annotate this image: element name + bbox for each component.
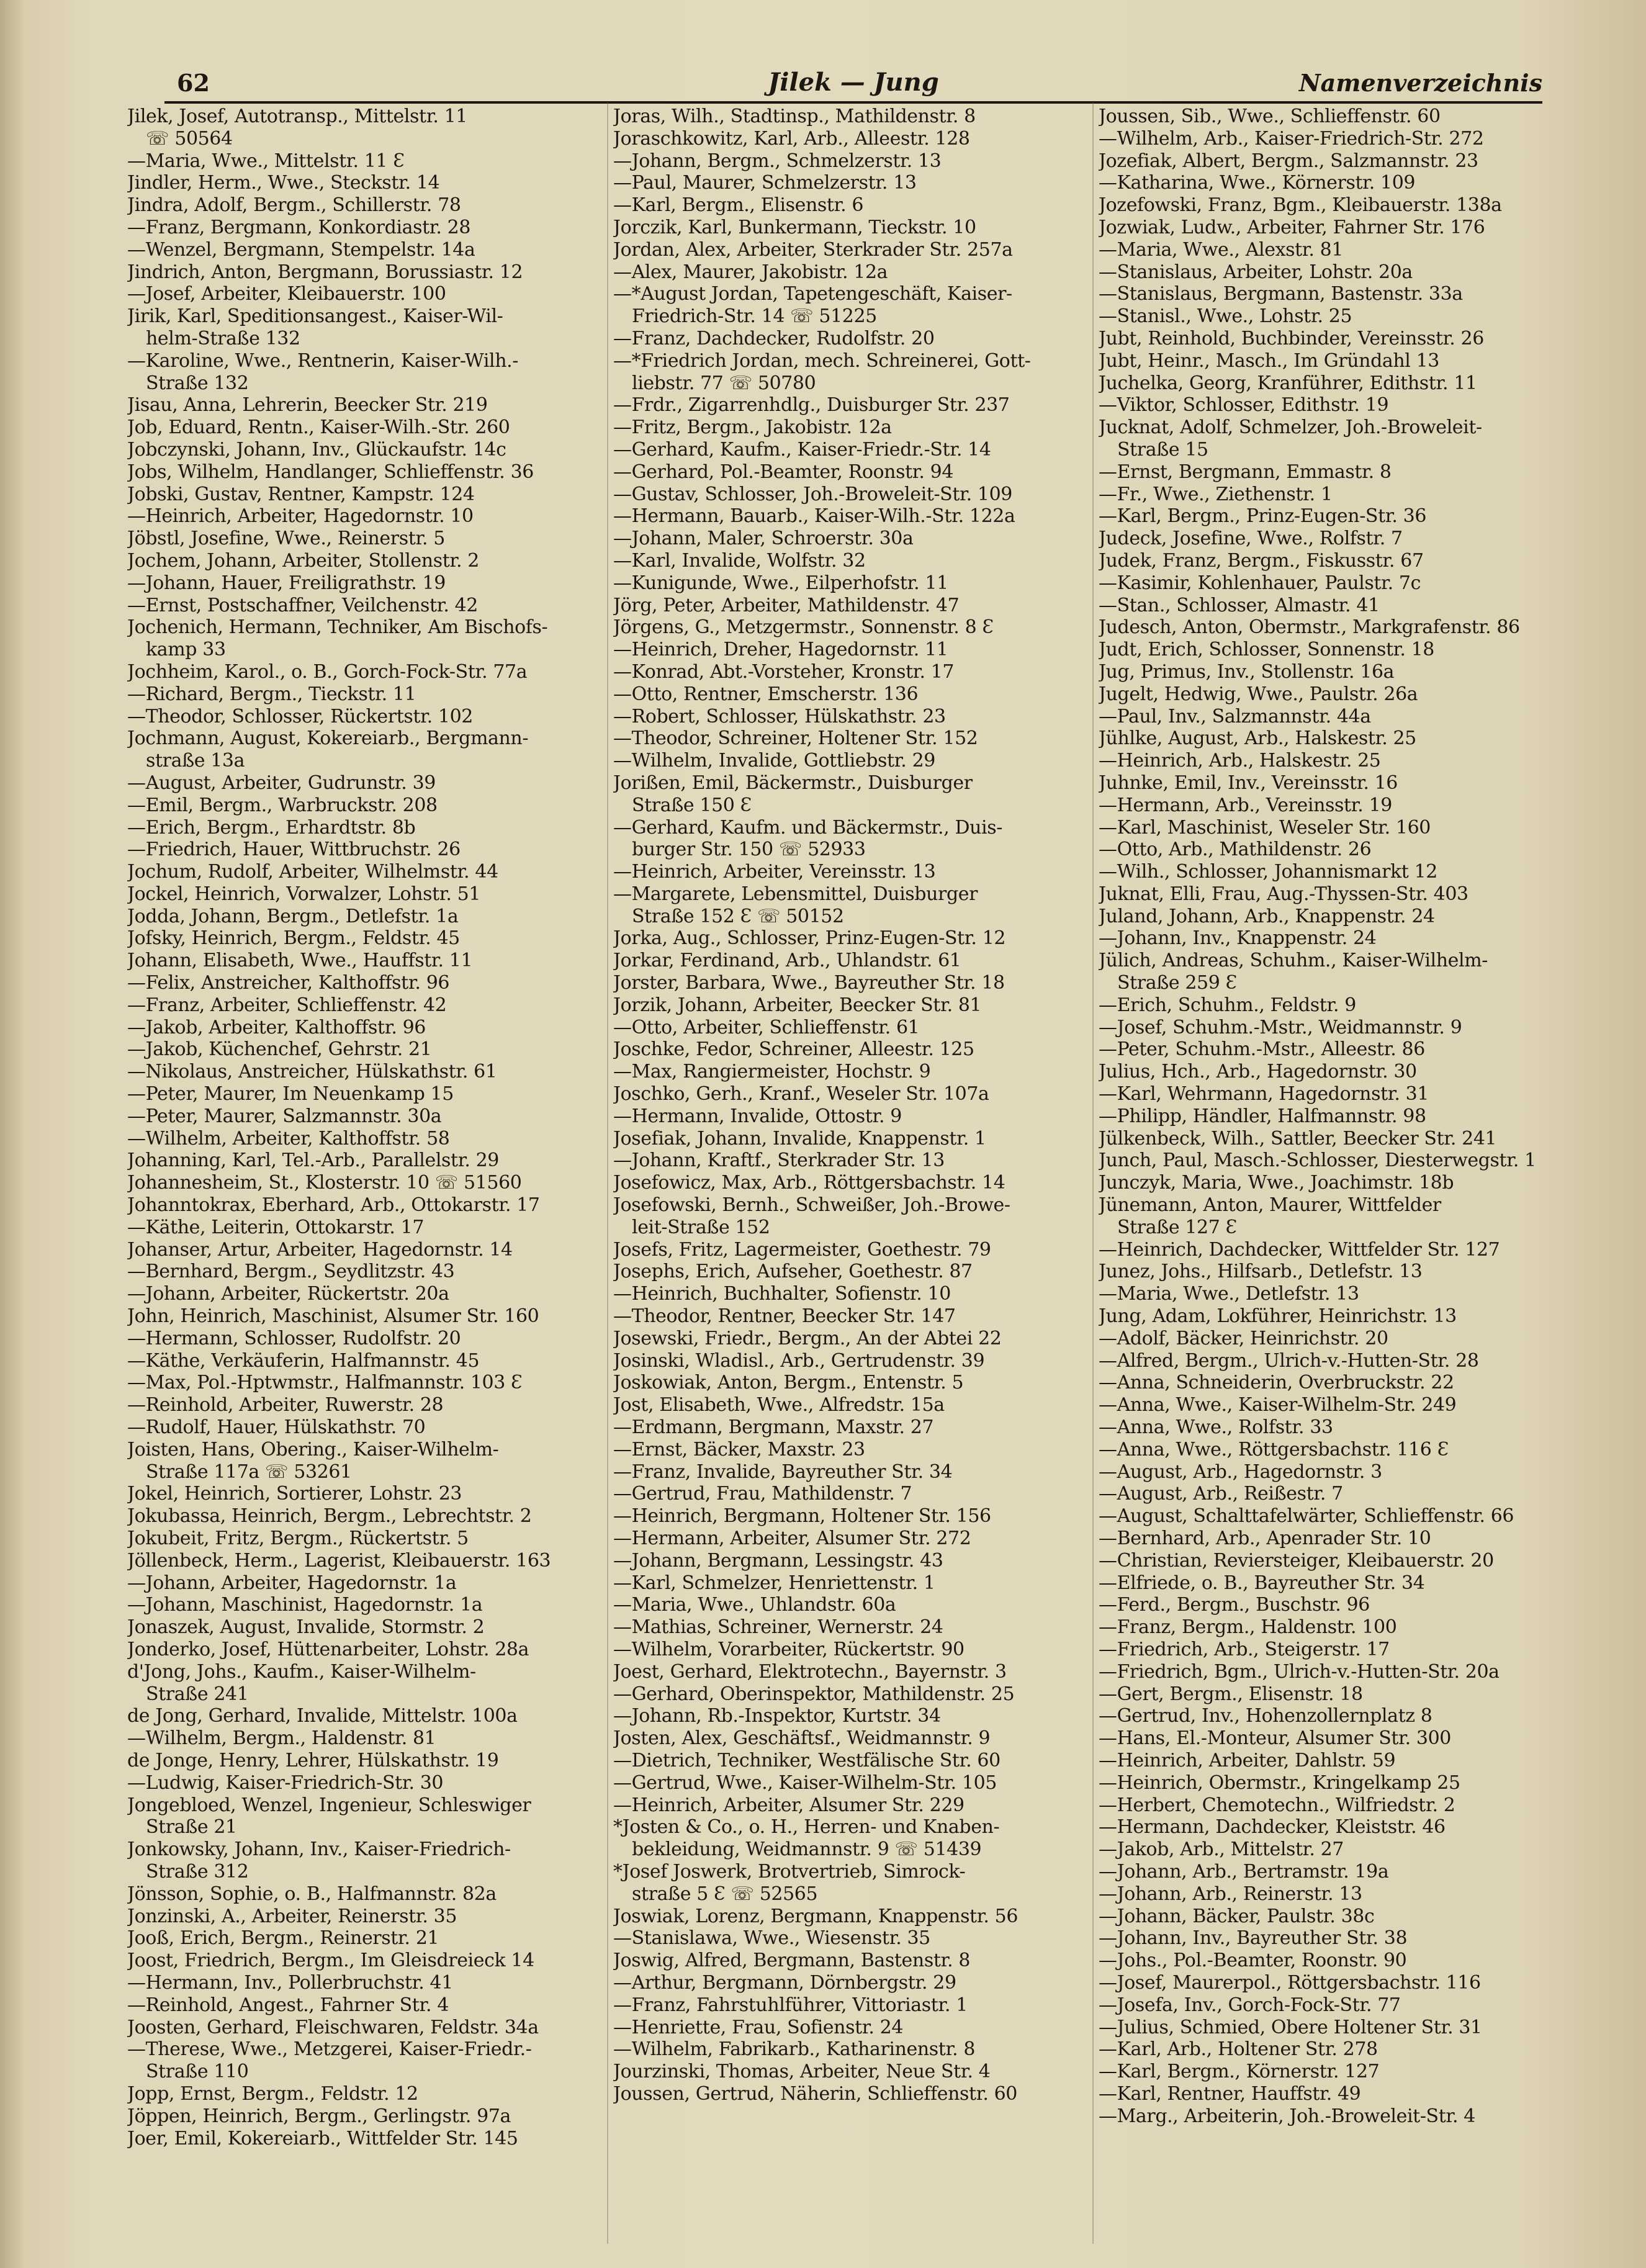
directory-entry: —Johann, Maler, Schroerstr. 30a xyxy=(613,528,914,550)
directory-entry: —Hermann, Arbeiter, Alsumer Str. 272 xyxy=(613,1528,971,1549)
directory-entry: Straße 241 xyxy=(146,1683,249,1705)
directory-entry: —Franz, Dachdecker, Rudolfstr. 20 xyxy=(613,327,935,349)
directory-entry: Jonzinski, A., Arbeiter, Reinerstr. 35 xyxy=(127,1905,457,1927)
directory-entry: —Hermann, Arb., Vereinsstr. 19 xyxy=(1099,794,1392,816)
directory-entry: Jorkar, Ferdinand, Arb., Uhlandstr. 61 xyxy=(613,950,961,972)
directory-entry: Josewski, Friedr., Bergm., An der Abtei 22 xyxy=(613,1327,1002,1349)
directory-entry: —Wilhelm, Bergm., Haldenstr. 81 xyxy=(127,1727,436,1750)
directory-entry: Jubt, Reinhold, Buchbinder, Vereinsstr. 26 xyxy=(1099,327,1484,349)
directory-entry: —Johs., Pol.-Beamter, Roonstr. 90 xyxy=(1099,1950,1407,1972)
directory-entry: —Bernhard, Bergm., Seydlitzstr. 43 xyxy=(127,1261,455,1283)
directory-entry: Jindra, Adolf, Bergm., Schillerstr. 78 xyxy=(127,194,461,217)
directory-entry: —Fritz, Bergm., Jakobistr. 12a xyxy=(613,416,892,439)
directory-entry: —Karoline, Wwe., Rentnerin, Kaiser-Wilh.- xyxy=(127,349,519,372)
directory-entry: —Heinrich, Arbeiter, Vereinsstr. 13 xyxy=(613,861,936,883)
directory-entry: Jilek, Josef, Autotransp., Mittelstr. 11 xyxy=(127,106,467,127)
directory-entry: —Robert, Schlosser, Hülskathstr. 23 xyxy=(613,705,946,727)
directory-entry: —Herbert, Chemotechn., Wilfriedstr. 2 xyxy=(1099,1794,1455,1816)
directory-entry: —Frdr., Zigarrenhdlg., Duisburger Str. 237 xyxy=(613,394,1010,416)
directory-entry: —Karl, Rentner, Hauffstr. 49 xyxy=(1099,2082,1361,2105)
directory-entry: Jindler, Herm., Wwe., Steckstr. 14 xyxy=(127,172,440,194)
directory-entry: —Nikolaus, Anstreicher, Hülskathstr. 61 xyxy=(127,1061,497,1083)
directory-entry: —Franz, Invalide, Bayreuther Str. 34 xyxy=(613,1460,953,1483)
directory-entry: Jopp, Ernst, Bergm., Feldstr. 12 xyxy=(127,2082,418,2105)
directory-entry: —Wilhelm, Fabrikarb., Katharinenstr. 8 xyxy=(613,2038,976,2061)
page-number: 62 xyxy=(177,69,210,97)
directory-entry: Jozefiak, Albert, Bergm., Salzmannstr. 23 xyxy=(1099,150,1478,172)
directory-entry: —Heinrich, Dreher, Hagedornstr. 11 xyxy=(613,639,948,661)
directory-entry: —Theodor, Schreiner, Holtener Str. 152 xyxy=(613,727,978,750)
directory-entry: Josten, Alex, Geschäftsf., Weidmannstr. 9 xyxy=(613,1727,991,1750)
directory-entry: —Wilh., Schlosser, Johannismarkt 12 xyxy=(1099,861,1437,883)
directory-entry: Jöllenbeck, Herm., Lagerist, Kleibauerstr. 163 xyxy=(127,1549,551,1572)
directory-entry: Jug, Primus, Inv., Stollenstr. 16a xyxy=(1099,660,1395,683)
directory-entry: —Anna, Wwe., Kaiser-Wilhelm-Str. 249 xyxy=(1099,1394,1457,1416)
directory-entry: Johanning, Karl, Tel.-Arb., Parallelstr. 29 xyxy=(127,1150,499,1172)
directory-entry: —Karl, Schmelzer, Henriettenstr. 1 xyxy=(613,1572,935,1594)
directory-entry: —Theodor, Rentner, Beecker Str. 147 xyxy=(613,1305,956,1328)
directory-entry: —Maria, Wwe., Detlefstr. 13 xyxy=(1099,1283,1359,1305)
directory-entry: —Henriette, Frau, Sofienstr. 24 xyxy=(613,2016,904,2038)
directory-entry: —Richard, Bergm., Tieckstr. 11 xyxy=(127,683,416,705)
directory-entry: Joisten, Hans, Obering., Kaiser-Wilhelm- xyxy=(127,1438,499,1460)
directory-entry: —Heinrich, Arbeiter, Alsumer Str. 229 xyxy=(613,1794,965,1816)
directory-entry: —Karl, Bergm., Prinz-Eugen-Str. 36 xyxy=(1099,505,1427,528)
column-3 xyxy=(1099,106,1565,2241)
directory-entry: —Margarete, Lebensmittel, Duisburger xyxy=(613,883,978,905)
directory-entry: —Therese, Wwe., Metzgerei, Kaiser-Friedr.- xyxy=(127,2038,532,2061)
directory-entry: —Josef, Maurerpol., Röttgersbachstr. 116 xyxy=(1099,1971,1481,1994)
directory-entry: Josefowicz, Max, Arb., Röttgersbachstr. 14 xyxy=(613,1172,1005,1194)
directory-entry: —Max, Rangiermeister, Hochstr. 9 xyxy=(613,1061,931,1083)
directory-entry: —Heinrich, Buchhalter, Sofienstr. 10 xyxy=(613,1283,951,1305)
directory-entry: Johanser, Artur, Arbeiter, Hagedornstr. 14 xyxy=(127,1238,513,1261)
directory-entry: —Stanislawa, Wwe., Wiesenstr. 35 xyxy=(613,1927,930,1950)
directory-entry: —Hermann, Bauarb., Kaiser-Wilh.-Str. 122a xyxy=(613,505,1015,528)
directory-entry: —Karl, Invalide, Wolfstr. 32 xyxy=(613,549,866,572)
directory-entry: —Karl, Wehrmann, Hagedornstr. 31 xyxy=(1099,1083,1429,1105)
directory-entry: —Reinhold, Angest., Fahrner Str. 4 xyxy=(127,1994,449,2016)
directory-entry: —Heinrich, Obermstr., Kringelkamp 25 xyxy=(1099,1771,1460,1794)
directory-entry: —Stanislaus, Bergmann, Bastenstr. 33a xyxy=(1099,283,1463,305)
directory-entry: —Anna, Wwe., Rolfstr. 33 xyxy=(1099,1416,1333,1439)
directory-entry: Jugelt, Hedwig, Wwe., Paulstr. 26a xyxy=(1099,683,1418,705)
directory-entry: Jülich, Andreas, Schuhm., Kaiser-Wilhelm- xyxy=(1099,950,1488,972)
directory-entry: —Otto, Arb., Mathildenstr. 26 xyxy=(1099,839,1372,861)
directory-entry: —Franz, Bergmann, Konkordiastr. 28 xyxy=(127,216,471,238)
directory-entry: —Dietrich, Techniker, Westfälische Str. 60 xyxy=(613,1749,1001,1771)
directory-entry: —Johann, Inv., Knappenstr. 24 xyxy=(1099,927,1377,950)
directory-entry: —Stanisl., Wwe., Lohstr. 25 xyxy=(1099,305,1352,328)
directory-entry: Jochum, Rudolf, Arbeiter, Wilhelmstr. 44 xyxy=(127,861,498,883)
directory-entry: Jöbstl, Josefine, Wwe., Reinerstr. 5 xyxy=(127,528,445,550)
directory-entry: Jokel, Heinrich, Sortierer, Lohstr. 23 xyxy=(127,1483,462,1505)
directory-entry: Joer, Emil, Kokereiarb., Wittfelder Str. 145 xyxy=(127,2127,518,2149)
directory-entry: kamp 33 xyxy=(146,639,226,661)
directory-entry: Jonaszek, August, Invalide, Stormstr. 2 xyxy=(127,1616,485,1639)
directory-entry: Straße 15 xyxy=(1117,438,1208,461)
directory-entry: Straße 110 xyxy=(146,2061,249,2083)
directory-entry: —Jakob, Arb., Mittelstr. 27 xyxy=(1099,1838,1344,1861)
directory-entry: Joschko, Gerh., Kranf., Weseler Str. 107a xyxy=(613,1083,989,1105)
directory-entry: Jordan, Alex, Arbeiter, Sterkrader Str. 257a xyxy=(613,238,1013,261)
directory-entry: Jucknat, Adolf, Schmelzer, Joh.-Broweleit- xyxy=(1099,416,1482,439)
directory-entry: —Hermann, Schlosser, Rudolfstr. 20 xyxy=(127,1327,461,1349)
directory-entry: —Johann, Bäcker, Paulstr. 38c xyxy=(1099,1905,1375,1927)
directory-entry: Joost, Friedrich, Bergm., Im Gleisdreieck 14 xyxy=(127,1950,534,1972)
directory-entry: —Käthe, Verkäuferin, Halfmannstr. 45 xyxy=(127,1349,480,1372)
directory-entry: Josinski, Wladisl., Arb., Gertrudenstr. 39 xyxy=(613,1349,985,1372)
directory-entry: —Emil, Bergm., Warbruckstr. 208 xyxy=(127,794,438,816)
directory-entry: Joswig, Alfred, Bergmann, Bastenstr. 8 xyxy=(613,1950,971,1972)
directory-entry: Jochem, Johann, Arbeiter, Stollenstr. 2 xyxy=(127,549,479,572)
directory-entry: —Heinrich, Dachdecker, Wittfelder Str. 127 xyxy=(1099,1238,1500,1261)
directory-entry: leit-Straße 152 xyxy=(632,1216,770,1238)
directory-entry: —Johann, Arbeiter, Rückertstr. 20a xyxy=(127,1283,449,1305)
column-2 xyxy=(613,106,1086,2241)
directory-entry: Straße 152 Ɛ ☏ 50152 xyxy=(632,905,844,927)
directory-entry: —Ernst, Bäcker, Maxstr. 23 xyxy=(613,1438,865,1460)
directory-entry: —Johann, Arb., Reinerstr. 13 xyxy=(1099,1883,1362,1905)
directory-entry: —Otto, Arbeiter, Schlieffenstr. 61 xyxy=(613,1016,920,1038)
directory-entry: —Anna, Schneiderin, Overbruckstr. 22 xyxy=(1099,1372,1454,1394)
directory-entry: —Arthur, Bergmann, Dörnbergstr. 29 xyxy=(613,1971,956,1994)
directory-entry: Junch, Paul, Masch.-Schlosser, Diesterwegstr. 1 xyxy=(1099,1150,1536,1172)
directory-entry: Jülkenbeck, Wilh., Sattler, Beecker Str. 241 xyxy=(1099,1127,1497,1150)
directory-entry: —August, Arb., Hagedornstr. 3 xyxy=(1099,1460,1382,1483)
directory-entry: bekleidung, Weidmannstr. 9 ☏ 51439 xyxy=(632,1838,982,1861)
directory-entry: —Johann, Arbeiter, Hagedornstr. 1a xyxy=(127,1572,457,1594)
directory-entry: —Hans, El.-Monteur, Alsumer Str. 300 xyxy=(1099,1727,1451,1750)
directory-entry: —Käthe, Leiterin, Ottokarstr. 17 xyxy=(127,1216,425,1238)
directory-entry: —Anna, Wwe., Röttgersbachstr. 116 Ɛ xyxy=(1099,1438,1449,1460)
directory-entry: Jörg, Peter, Arbeiter, Mathildenstr. 47 xyxy=(613,594,960,616)
directory-entry: —Friedrich, Hauer, Wittbruchstr. 26 xyxy=(127,839,461,861)
directory-entry: Joussen, Gertrud, Näherin, Schlieffenstr. 60 xyxy=(613,2082,1017,2105)
directory-entry: —Wenzel, Bergmann, Stempelstr. 14a xyxy=(127,238,475,261)
directory-entry: —Karl, Arb., Holtener Str. 278 xyxy=(1099,2038,1378,2061)
directory-entry: Jünemann, Anton, Maurer, Wittfelder xyxy=(1099,1194,1441,1217)
directory-entry: Josefowski, Bernh., Schweißer, Joh.-Browe- xyxy=(613,1194,1010,1217)
directory-entry: Josefiak, Johann, Invalide, Knappenstr. 1 xyxy=(613,1127,986,1150)
directory-entry: Jung, Adam, Lokführer, Heinrichstr. 13 xyxy=(1099,1305,1457,1328)
directory-entry: —Johann, Maschinist, Hagedornstr. 1a xyxy=(127,1594,483,1616)
directory-entry: Jokubassa, Heinrich, Bergm., Lebrechtstr. 2 xyxy=(127,1505,532,1528)
directory-entry: —Karl, Maschinist, Weseler Str. 160 xyxy=(1099,816,1431,839)
directory-entry: —Konrad, Abt.-Vorsteher, Kronstr. 17 xyxy=(613,660,955,683)
directory-entry: Jorster, Barbara, Wwe., Bayreuther Str. 18 xyxy=(613,972,1005,994)
directory-entry: —*Friedrich Jordan, mech. Schreinerei, Gott- xyxy=(613,349,1031,372)
directory-entry: —Peter, Maurer, Salzmannstr. 30a xyxy=(127,1105,442,1127)
directory-entry: —Gustav, Schlosser, Joh.-Broweleit-Str. 109 xyxy=(613,483,1012,505)
directory-entry: —August, Schalttafelwärter, Schlieffenstr. 66 xyxy=(1099,1505,1514,1528)
directory-entry: Julius, Hch., Arb., Hagedornstr. 30 xyxy=(1099,1061,1417,1083)
directory-entry: —Josef, Arbeiter, Kleibauerstr. 100 xyxy=(127,283,446,305)
directory-entry: —Johann, Inv., Bayreuther Str. 38 xyxy=(1099,1927,1408,1950)
directory-entry: —Johann, Kraftf., Sterkrader Str. 13 xyxy=(613,1150,945,1172)
directory-entry: —Wilhelm, Arbeiter, Kalthoffstr. 58 xyxy=(127,1127,450,1150)
directory-entry: —Heinrich, Arb., Halskestr. 25 xyxy=(1099,750,1381,772)
directory-entry: —Julius, Schmied, Obere Holtener Str. 31 xyxy=(1099,2016,1482,2038)
directory-entry: Jindrich, Anton, Bergmann, Borussiastr. 12 xyxy=(127,261,523,283)
directory-entry: Judesch, Anton, Obermstr., Markgrafenstr. 86 xyxy=(1099,616,1520,639)
directory-entry: —Elfriede, o. B., Bayreuther Str. 34 xyxy=(1099,1572,1425,1594)
directory-entry: —Maria, Wwe., Uhlandstr. 60a xyxy=(613,1594,896,1616)
directory-entry: —Johann, Hauer, Freiligrathstr. 19 xyxy=(127,572,446,594)
directory-entry: —Jakob, Arbeiter, Kalthoffstr. 96 xyxy=(127,1016,426,1038)
directory-entry: Jourzinski, Thomas, Arbeiter, Neue Str. 4 xyxy=(613,2061,991,2083)
directory-entry: —Maria, Wwe., Mittelstr. 11 Ɛ xyxy=(127,150,405,172)
directory-entry: —Christian, Reviersteiger, Kleibauerstr. 20 xyxy=(1099,1549,1494,1572)
directory-entry: —Bernhard, Arb., Apenrader Str. 10 xyxy=(1099,1528,1431,1549)
section-title: Namenverzeichnis xyxy=(1298,69,1542,97)
directory-entry: Jozefowski, Franz, Bgm., Kleibauerstr. 138a xyxy=(1099,194,1502,217)
directory-entry: Juhnke, Emil, Inv., Vereinsstr. 16 xyxy=(1099,772,1398,794)
directory-entry: Jofsky, Heinrich, Bergm., Feldstr. 45 xyxy=(127,927,460,950)
directory-entry: —Johann, Rb.-Inspektor, Kurtstr. 34 xyxy=(613,1705,941,1727)
directory-entry: Jobski, Gustav, Rentner, Kampstr. 124 xyxy=(127,483,475,505)
directory-entry: —Kasimir, Kohlenhauer, Paulstr. 7c xyxy=(1099,572,1421,594)
directory-entry: Jonkowsky, Johann, Inv., Kaiser-Friedrich- xyxy=(127,1838,511,1861)
column-divider xyxy=(1092,102,1094,2244)
directory-entry: Straße 259 Ɛ xyxy=(1117,972,1237,994)
directory-entry: —Otto, Rentner, Emscherstr. 136 xyxy=(613,683,919,705)
directory-entry: —Franz, Bergm., Haldenstr. 100 xyxy=(1099,1616,1397,1639)
directory-entry: Jochmann, August, Kokereiarb., Bergmann- xyxy=(127,727,529,750)
directory-entry: —Philipp, Händler, Halfmannstr. 98 xyxy=(1099,1105,1426,1127)
directory-entry: *Josef Joswerk, Brotvertrieb, Simrock- xyxy=(613,1860,966,1883)
column-divider xyxy=(607,102,608,2244)
directory-entry: Job, Eduard, Rentn., Kaiser-Wilh.-Str. 260 xyxy=(127,416,510,439)
directory-entry: —*August Jordan, Tapetengeschäft, Kaiser- xyxy=(613,283,1012,305)
directory-entry: —Erdmann, Bergmann, Maxstr. 27 xyxy=(613,1416,934,1439)
directory-entry: Jirik, Karl, Speditionsangest., Kaiser-Wil- xyxy=(127,305,503,328)
directory-entry: —Marg., Arbeiterin, Joh.-Broweleit-Str. 4 xyxy=(1099,2105,1475,2127)
directory-entry: —Kunigunde, Wwe., Eilperhofstr. 11 xyxy=(613,572,948,594)
directory-entry: —Johann, Bergm., Schmelzerstr. 13 xyxy=(613,150,942,172)
directory-entry: ☏ 50564 xyxy=(146,127,233,150)
directory-entry: Johanntokrax, Eberhard, Arb., Ottokarstr. 17 xyxy=(127,1194,540,1217)
directory-entry: —Adolf, Bäcker, Heinrichstr. 20 xyxy=(1099,1327,1388,1349)
directory-entry: —Stanislaus, Arbeiter, Lohstr. 20a xyxy=(1099,261,1413,283)
directory-entry: Joskowiak, Anton, Bergm., Entenstr. 5 xyxy=(613,1372,964,1394)
directory-entry: Straße 132 xyxy=(146,372,249,394)
directory-entry: —Alex, Maurer, Jakobistr. 12a xyxy=(613,261,888,283)
directory-entry: Jockel, Heinrich, Vorwalzer, Lohstr. 51 xyxy=(127,883,481,905)
directory-entry: Jost, Elisabeth, Wwe., Alfredstr. 15a xyxy=(613,1394,945,1416)
directory-entry: Jozwiak, Ludw., Arbeiter, Fahrner Str. 176 xyxy=(1099,216,1485,238)
directory-entry: Joraschkowitz, Karl, Arb., Alleestr. 128 xyxy=(613,127,970,150)
directory-entry: —August, Arb., Reißestr. 7 xyxy=(1099,1483,1343,1505)
directory-entry: Juknat, Elli, Frau, Aug.-Thyssen-Str. 403 xyxy=(1099,883,1468,905)
directory-entry: Jönsson, Sophie, o. B., Halfmannstr. 82a xyxy=(127,1883,497,1905)
directory-entry: Jorczik, Karl, Bunkermann, Tieckstr. 10 xyxy=(613,216,976,238)
directory-entry: —Wilhelm, Vorarbeiter, Rückertstr. 90 xyxy=(613,1638,965,1660)
directory-entry: —Friedrich, Arb., Steigerstr. 17 xyxy=(1099,1638,1390,1660)
directory-entry: straße 5 Ɛ ☏ 52565 xyxy=(632,1883,818,1905)
directory-entry: —Paul, Inv., Salzmannstr. 44a xyxy=(1099,705,1371,727)
directory-entry: Jochenich, Hermann, Techniker, Am Bischofs- xyxy=(127,616,548,639)
directory-entry: —Felix, Anstreicher, Kalthoffstr. 96 xyxy=(127,972,450,994)
directory-entry: —Friedrich, Bgm., Ulrich-v.-Hutten-Str. 20a xyxy=(1099,1660,1500,1683)
directory-entry: de Jonge, Henry, Lehrer, Hülskathstr. 19 xyxy=(127,1749,499,1771)
directory-entry: —Paul, Maurer, Schmelzerstr. 13 xyxy=(613,172,917,194)
directory-entry: —Heinrich, Arbeiter, Hagedornstr. 10 xyxy=(127,505,474,528)
directory-entry: Johannesheim, St., Klosterstr. 10 ☏ 51560 xyxy=(127,1172,522,1194)
directory-entry: —Gertrud, Frau, Mathildenstr. 7 xyxy=(613,1483,912,1505)
directory-entry: Straße 150 Ɛ xyxy=(632,794,752,816)
directory-entry: Joosten, Gerhard, Fleischwaren, Feldstr. 34a xyxy=(127,2016,539,2038)
directory-entry: Jorzik, Johann, Arbeiter, Beecker Str. 81 xyxy=(613,994,982,1016)
directory-entry: Jokubeit, Fritz, Bergm., Rückertstr. 5 xyxy=(127,1528,469,1549)
directory-entry: Jobczynski, Johann, Inv., Glückaufstr. 14c xyxy=(127,438,506,461)
directory-entry: Joras, Wilh., Stadtinsp., Mathildenstr. 8 xyxy=(613,106,976,127)
directory-entry: —Rudolf, Hauer, Hülskathstr. 70 xyxy=(127,1416,426,1439)
directory-entry: —Stan., Schlosser, Almastr. 41 xyxy=(1099,594,1380,616)
directory-entry: —Peter, Schuhm.-Mstr., Alleestr. 86 xyxy=(1099,1038,1425,1061)
directory-entry: —Gerhard, Kaufm. und Bäckermstr., Duis- xyxy=(613,816,1002,839)
directory-entry: d'Jong, Johs., Kaufm., Kaiser-Wilhelm- xyxy=(127,1660,476,1683)
directory-entry: Jisau, Anna, Lehrerin, Beecker Str. 219 xyxy=(127,394,488,416)
directory-entry: —Gert, Bergm., Elisenstr. 18 xyxy=(1099,1683,1363,1705)
directory-entry: helm-Straße 132 xyxy=(146,327,300,349)
directory-entry: Jobs, Wilhelm, Handlanger, Schlieffenstr. 36 xyxy=(127,461,534,483)
directory-entry: Jörgens, G., Metzgermstr., Sonnenstr. 8 Ɛ xyxy=(613,616,994,639)
directory-entry: —Gertrud, Inv., Hohenzollernplatz 8 xyxy=(1099,1705,1432,1727)
directory-entry: —Erich, Bergm., Erhardtstr. 8b xyxy=(127,816,416,839)
directory-entry: —Johann, Arb., Bertramstr. 19a xyxy=(1099,1860,1389,1883)
directory-entry: Judt, Erich, Schlosser, Sonnenstr. 18 xyxy=(1099,639,1434,661)
directory-entry: —Ludwig, Kaiser-Friedrich-Str. 30 xyxy=(127,1771,444,1794)
directory-entry: Juland, Johann, Arb., Knappenstr. 24 xyxy=(1099,905,1435,927)
directory-entry: burger Str. 150 ☏ 52933 xyxy=(632,839,866,861)
directory-entry: —Gerhard, Pol.-Beamter, Roonstr. 94 xyxy=(613,461,954,483)
directory-entry: —August, Arbeiter, Gudrunstr. 39 xyxy=(127,772,436,794)
directory-entry: —Johann, Bergmann, Lessingstr. 43 xyxy=(613,1549,943,1572)
directory-entry: Jodda, Johann, Bergm., Detlefstr. 1a xyxy=(127,905,459,927)
directory-entry: de Jong, Gerhard, Invalide, Mittelstr. 100a xyxy=(127,1705,518,1727)
directory-entry: —Maria, Wwe., Alexstr. 81 xyxy=(1099,238,1344,261)
directory-entry: Jorka, Aug., Schlosser, Prinz-Eugen-Str. 12 xyxy=(613,927,1006,950)
directory-entry: —Theodor, Schlosser, Rückertstr. 102 xyxy=(127,705,473,727)
directory-entry: —Ernst, Postschaffner, Veilchenstr. 42 xyxy=(127,594,478,616)
directory-entry: —Ernst, Bergmann, Emmastr. 8 xyxy=(1099,461,1392,483)
directory-entry: —Wilhelm, Arb., Kaiser-Friedrich-Str. 272 xyxy=(1099,127,1484,150)
directory-entry: —Josefa, Inv., Gorch-Fock-Str. 77 xyxy=(1099,1994,1401,2016)
directory-entry: Jorißen, Emil, Bäckermstr., Duisburger xyxy=(613,772,973,794)
directory-entry: —Gerhard, Oberinspektor, Mathildenstr. 25 xyxy=(613,1683,1015,1705)
directory-entry: —Gertrud, Wwe., Kaiser-Wilhelm-Str. 105 xyxy=(613,1771,997,1794)
directory-entry: Jöppen, Heinrich, Bergm., Gerlingstr. 97a xyxy=(127,2105,511,2127)
directory-entry: —Peter, Maurer, Im Neuenkamp 15 xyxy=(127,1083,454,1105)
directory-entry: —Jakob, Küchenchef, Gehrstr. 21 xyxy=(127,1038,432,1061)
directory-entry: Jonderko, Josef, Hüttenarbeiter, Lohstr. 28a xyxy=(127,1638,529,1660)
directory-entry: Junczyk, Maria, Wwe., Joachimstr. 18b xyxy=(1099,1172,1454,1194)
directory-entry: Joswiak, Lorenz, Bergmann, Knappenstr. 56 xyxy=(613,1905,1019,1927)
directory-entry: *Josten & Co., o. H., Herren- und Knaben- xyxy=(613,1816,1000,1838)
directory-entry: —Franz, Fahrstuhlführer, Vittoriastr. 1 xyxy=(613,1994,968,2016)
directory-entry: —Katharina, Wwe., Körnerstr. 109 xyxy=(1099,172,1416,194)
directory-entry: Johann, Elisabeth, Wwe., Hauffstr. 11 xyxy=(127,950,473,972)
directory-entry: —Karl, Bergm., Körnerstr. 127 xyxy=(1099,2061,1380,2083)
directory-entry: Judek, Franz, Bergm., Fiskusstr. 67 xyxy=(1099,549,1424,572)
directory-entry: —Mathias, Schreiner, Wernerstr. 24 xyxy=(613,1616,943,1639)
directory-entry: —Hermann, Invalide, Ottostr. 9 xyxy=(613,1105,902,1127)
directory-entry: Friedrich-Str. 14 ☏ 51225 xyxy=(632,305,877,328)
directory-entry: —Fr., Wwe., Ziethenstr. 1 xyxy=(1099,483,1333,505)
directory-entry: liebstr. 77 ☏ 50780 xyxy=(632,372,816,394)
directory-entry: Jooß, Erich, Bergm., Reinerstr. 21 xyxy=(127,1927,439,1950)
directory-entry: —Franz, Arbeiter, Schlieffenstr. 42 xyxy=(127,994,447,1016)
directory-entry: —Heinrich, Arbeiter, Dahlstr. 59 xyxy=(1099,1749,1396,1771)
directory-entry: Jühlke, August, Arb., Halskestr. 25 xyxy=(1099,727,1416,750)
directory-entry: straße 13a xyxy=(146,750,245,772)
directory-entry: Josephs, Erich, Aufseher, Goethestr. 87 xyxy=(613,1261,973,1283)
directory-entry: —Alfred, Bergm., Ulrich-v.-Hutten-Str. 28 xyxy=(1099,1349,1479,1372)
directory-entry: —Gerhard, Kaufm., Kaiser-Friedr.-Str. 14 xyxy=(613,438,991,461)
directory-entry: —Viktor, Schlosser, Edithstr. 19 xyxy=(1099,394,1389,416)
directory-entry: —Karl, Bergm., Elisenstr. 6 xyxy=(613,194,864,217)
directory-entry: Straße 312 xyxy=(146,1860,249,1883)
directory-entry: Joschke, Fedor, Schreiner, Alleestr. 125 xyxy=(613,1038,974,1061)
page-header xyxy=(164,64,1542,104)
directory-entry: —Hermann, Dachdecker, Kleiststr. 46 xyxy=(1099,1816,1446,1838)
directory-entry: Juchelka, Georg, Kranführer, Edithstr. 11 xyxy=(1099,372,1477,394)
directory-entry: Straße 117a ☏ 53261 xyxy=(146,1460,352,1483)
directory-entry: —Max, Pol.-Hptwmstr., Halfmannstr. 103 Ɛ xyxy=(127,1372,523,1394)
directory-entry: —Hermann, Inv., Pollerbruchstr. 41 xyxy=(127,1971,453,1994)
directory-entry: —Josef, Schuhm.-Mstr., Weidmannstr. 9 xyxy=(1099,1016,1462,1038)
directory-entry: Joussen, Sib., Wwe., Schlieffenstr. 60 xyxy=(1099,106,1441,127)
directory-entry: Jongebloed, Wenzel, Ingenieur, Schleswiger xyxy=(127,1794,531,1816)
directory-entry: Josefs, Fritz, Lagermeister, Goethestr. 79 xyxy=(613,1238,991,1261)
directory-entry: Jochheim, Karol., o. B., Gorch-Fock-Str. 77a xyxy=(127,660,528,683)
directory-entry: —Erich, Schuhm., Feldstr. 9 xyxy=(1099,994,1356,1016)
directory-entry: Junez, Johs., Hilfsarb., Detlefstr. 13 xyxy=(1099,1261,1423,1283)
directory-entry: —Reinhold, Arbeiter, Ruwerstr. 28 xyxy=(127,1394,444,1416)
directory-entry: Joest, Gerhard, Elektrotechn., Bayernstr. 3 xyxy=(613,1660,1007,1683)
directory-entry: Judeck, Josefine, Wwe., Rolfstr. 7 xyxy=(1099,528,1403,550)
directory-entry: Straße 127 Ɛ xyxy=(1117,1216,1237,1238)
running-title: Jilek — Jung xyxy=(768,68,939,97)
directory-entry: —Ferd., Bergm., Buschstr. 96 xyxy=(1099,1594,1370,1616)
directory-entry: Straße 21 xyxy=(146,1816,237,1838)
directory-entry: —Wilhelm, Invalide, Gottliebstr. 29 xyxy=(613,750,935,772)
directory-entry: —Heinrich, Bergmann, Holtener Str. 156 xyxy=(613,1505,991,1528)
directory-entry: Jubt, Heinr., Masch., Im Gründahl 13 xyxy=(1099,349,1439,372)
directory-entry: John, Heinrich, Maschinist, Alsumer Str. 160 xyxy=(127,1305,539,1328)
column-1 xyxy=(127,106,599,2241)
